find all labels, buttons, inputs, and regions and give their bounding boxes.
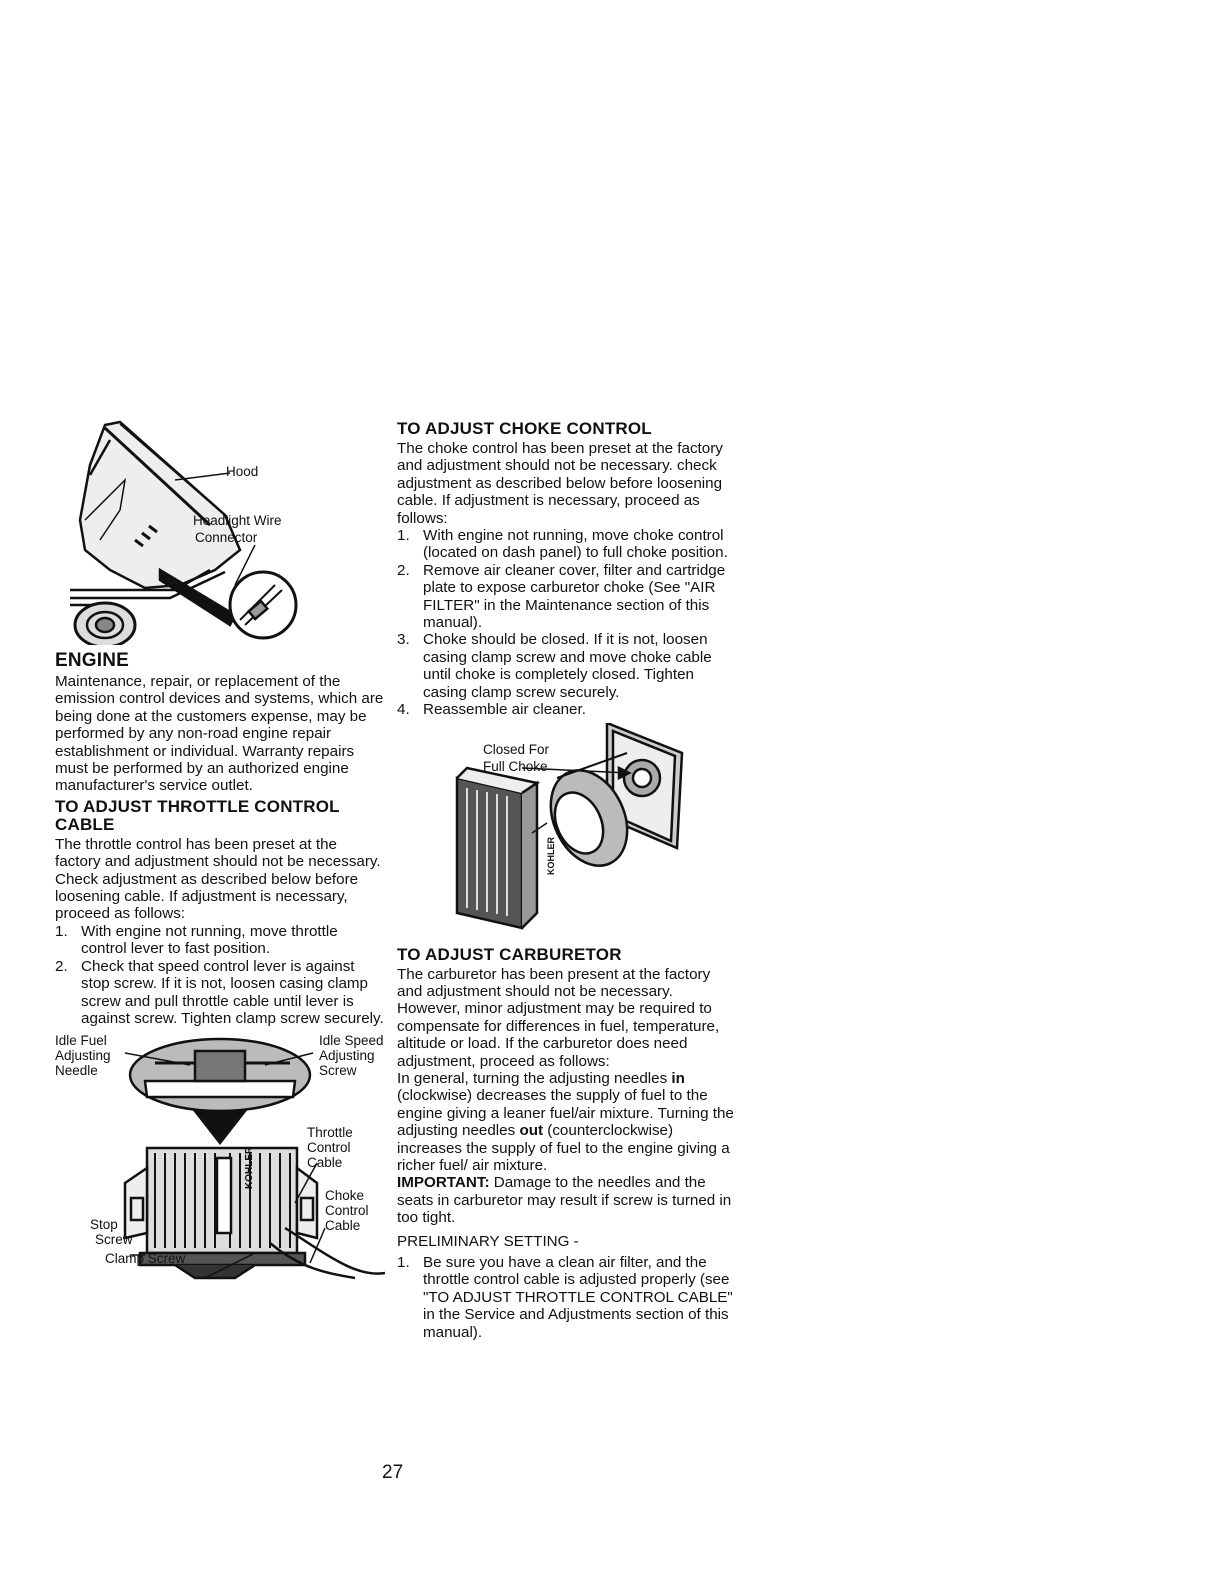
- label-hood: Hood: [226, 464, 259, 479]
- engine-brand-text: KOHLER: [244, 1147, 255, 1190]
- step-text: Check that speed control lever is against stop screw. If it is not, loosen casing clamp screw and pull throttle cable until lever is against screw. Tighten clamp screw securely.: [81, 957, 384, 1027]
- step-number: 3.: [397, 631, 410, 649]
- label-idle-speed-3: Screw: [319, 1063, 357, 1079]
- label-throttle-cable-3: Cable: [307, 1155, 343, 1171]
- list-item: [397, 1254, 737, 1341]
- air-cleaner-figure: [397, 723, 737, 938]
- carburetor-intro: The carburetor has been present at the factory and adjustment should not be necessary. However, minor adjustment may be required to compensate for differences in fuel, temperature, altitude or load. If the carburetor does need adjustment, proceed as follows:: [397, 965, 720, 1070]
- list-item: [397, 631, 737, 701]
- throttle-heading-line2: CABLE: [55, 814, 115, 834]
- label-clamp-screw: Clamp Screw: [105, 1251, 186, 1267]
- step-number: 2.: [55, 957, 68, 975]
- throttle-steps: [55, 923, 385, 1027]
- important-paragraph: [397, 1174, 737, 1226]
- label-idle-fuel-1: Idle Fuel: [55, 1033, 107, 1049]
- list-item: [397, 562, 737, 632]
- step-text: Be sure you have a clean air filter, and the throttle control cable is adjusted properly (see "TO ADJUST THROTTLE CONTROL CABLE" in the Service and Adjustments section of this manual).: [423, 1254, 733, 1341]
- list-item: [397, 701, 737, 718]
- step-number: 1.: [397, 1254, 410, 1271]
- air-cleaner-illustration: [397, 723, 737, 938]
- choke-steps: [397, 527, 737, 718]
- carburetor-heading: TO ADJUST CARBURETOR: [397, 944, 622, 964]
- throttle-heading-line1: TO ADJUST THROTTLE CONTROL: [55, 796, 340, 816]
- engine-paragraph: Maintenance, repair, or replacement of the emission control devices and systems, which are being done at the customers expense, may be performed by any non-road engine repair establishment or individual. Warranty repairs must be performed by an authorized engine manufacturer's service outlet.: [55, 673, 384, 795]
- preliminary-setting-label: PRELIMINARY SETTING -: [397, 1232, 579, 1250]
- page-number: 27: [382, 1462, 404, 1483]
- carburetor-steps: [397, 1254, 737, 1341]
- list-item: [397, 527, 737, 562]
- choke-intro: The choke control has been preset at the factory and adjustment should not be necessary. check adjustment as described below before loosening cable. If adjustment is necessary, proceed as follows:: [397, 440, 723, 527]
- label-idle-speed-1: Idle Speed: [319, 1033, 384, 1049]
- list-item: [55, 958, 385, 1028]
- step-text: Choke should be closed. If it is not, loosen casing clamp screw and move choke cable until choke is completely closed. Tighten casing clamp screw securely.: [423, 631, 712, 701]
- label-choke-cable-2: Control: [325, 1203, 369, 1219]
- label-connector: Connector: [195, 530, 258, 545]
- label-throttle-cable-2: Control: [307, 1140, 351, 1156]
- step-text: With engine not running, move throttle control lever to fast position.: [81, 922, 338, 958]
- hood-headlight-figure: [50, 420, 370, 645]
- right-column: [397, 420, 737, 1341]
- label-stop-screw-1: Stop: [90, 1217, 118, 1233]
- engine-carburetor-figure: [55, 1033, 385, 1283]
- step-number: 1.: [397, 527, 410, 545]
- label-idle-speed-2: Adjusting: [319, 1048, 375, 1064]
- label-full-choke: Full Choke: [483, 758, 548, 774]
- throttle-intro: The throttle control has been preset at the factory and adjustment should not be necessary. Check adjustment as described below before loosening cable. If adjustment is necessary, proceed as follows:: [55, 835, 381, 923]
- label-closed-for: Closed For: [483, 741, 550, 757]
- choke-heading: TO ADJUST CHOKE CONTROL: [397, 419, 652, 438]
- needles-text-c: (counterclockwise) increases the supply of fuel to the engine giving a richer fuel/ air mixture.: [397, 1122, 730, 1174]
- step-number: 4.: [397, 701, 410, 719]
- label-throttle-cable-1: Throttle: [307, 1125, 353, 1141]
- engine-heading: ENGINE: [55, 650, 130, 671]
- step-text: With engine not running, move choke control (located on dash panel) to full choke position.: [423, 527, 728, 562]
- air-cleaner-brand-text: KOHLER: [546, 836, 556, 875]
- label-choke-cable-1: Choke: [325, 1188, 365, 1204]
- carburetor-needles-paragraph: [397, 1070, 737, 1174]
- important-text: Damage to the needles and the seats in carburetor may result if screw is turned in too tight.: [397, 1174, 732, 1227]
- label-choke-cable-3: Cable: [325, 1218, 361, 1234]
- list-item: [55, 923, 385, 958]
- left-column: [55, 420, 385, 1283]
- needles-out-text: out: [519, 1122, 544, 1140]
- needles-text-a: In general, turning the adjusting needles: [397, 1069, 672, 1087]
- step-text: Reassemble air cleaner.: [423, 701, 586, 719]
- label-idle-fuel-3: Needle: [55, 1063, 98, 1079]
- needles-in-text: in: [671, 1069, 685, 1087]
- label-idle-fuel-2: Adjusting: [55, 1048, 111, 1064]
- step-text: Remove air cleaner cover, filter and cartridge plate to expose carburetor choke (See "AIR FILTER" in the Maintenance section of this manual).: [423, 561, 726, 632]
- label-stop-screw-2: Screw: [95, 1232, 133, 1248]
- label-headlight-wire: Headlight Wire: [193, 513, 282, 528]
- step-number: 1.: [55, 922, 68, 940]
- needles-text-b: (clockwise) decreases the supply of fuel to the engine giving a leaner fuel/air mixture. Turning the adjusting needles: [397, 1087, 734, 1140]
- step-number: 2.: [397, 561, 410, 579]
- important-label: IMPORTANT:: [397, 1174, 490, 1192]
